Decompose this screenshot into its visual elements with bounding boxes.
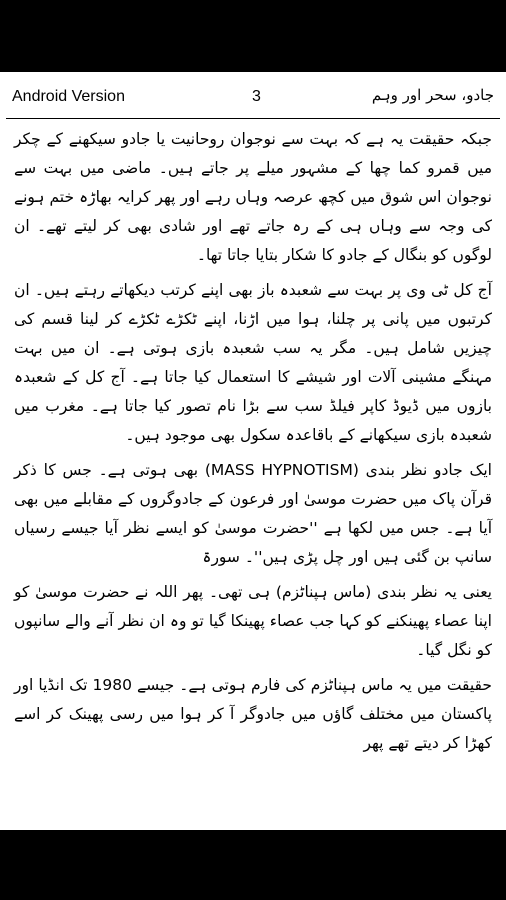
paragraph-2: آج کل ٹی وی پر بہت سے شعبدہ باز بھی اپنے کرتب دیکھاتے رہتے ہیں۔ ان کرتبوں میں پانی پر چلنا، ہوا میں اڑنا، اپنے ٹکڑے ٹکڑے کر لینا قسم کی چیزیں شامل ہیں۔ مگر یہ سب شعبدہ بازی ہوتی ہے۔ ان میں بہت مہنگے مشینی آلات اور شیشے کا استعمال کیا جاتا ہے۔ آج کل کے شعبدہ بازوں میں ڈیوڈ کاپر فیلڈ سب سے بڑا نام تصور کیا جاتا ہے۔ مغرب میں شعبدہ بازی سیکھانے کے باقاعدہ سکول بھی موجود ہیں۔ [14, 281, 492, 444]
reader-page[interactable] [0, 72, 506, 830]
app-version-label: Android Version [12, 88, 125, 105]
paragraph-4: یعنی یہ نظر بندی (ماس ہپناٹزم) ہی تھی۔ پھر اللہ نے حضرت موسیٰ کو اپنا عصاء پھینکنے کو کہا جب عصاء پھینکا گیا تو وہ ان نظر آنے والے سانپوں کو نگل گیا۔ [14, 583, 492, 659]
book-title: جادو، سحر اور وہم [371, 86, 494, 104]
status-bar [0, 0, 506, 72]
page-header [6, 72, 500, 119]
page-number: 3 [252, 88, 261, 105]
paragraph-1: جبکہ حقیقت یہ ہے کہ بہت سے نوجوان روحانیت یا جادو سیکھنے کے چکر میں قمرو کما چھا کے مشہور میلے پر جاتے ہیں۔ ماضی میں بہت سے نوجوان اس شوق میں کچھ عرصہ وہاں رہے اور پھر کرایہ بھاڑہ ختم ہونے کی وجہ سے وہاں ہی کے رہ جاتے تھے اور شادی بھی کر لیتے تھے۔ ان لوگوں کو بنگال کے جادو کا شکار بتایا جاتا تھا۔ [14, 130, 492, 264]
page-body [0, 119, 506, 758]
paragraph-3: ایک جادو نظر بندی (MASS HYPNOTISM) بھی ہوتی ہے۔ جس کا ذکر قرآن پاک میں حضرت موسیٰ اور فرعون کے جادوگروں کے مقابلے میں بھی آیا ہے۔ جس میں لکھا ہے ''حضرت موسیٰ کو ایسے نظر آیا جیسے رسیاں سانپ بن گئی ہیں اور چل پڑی ہیں''۔ سورۃ [14, 461, 492, 566]
navigation-bar [0, 830, 506, 900]
paragraph-5: حقیقت میں یہ ماس ہپناٹزم کی فارم ہوتی ہے۔ جیسے 1980 تک انڈیا اور پاکستان میں مختلف گاؤں میں جادوگر آ کر ہوا میں رسی پھینک کر اسے کھڑا کر دیتے تھے پھر [14, 676, 492, 752]
